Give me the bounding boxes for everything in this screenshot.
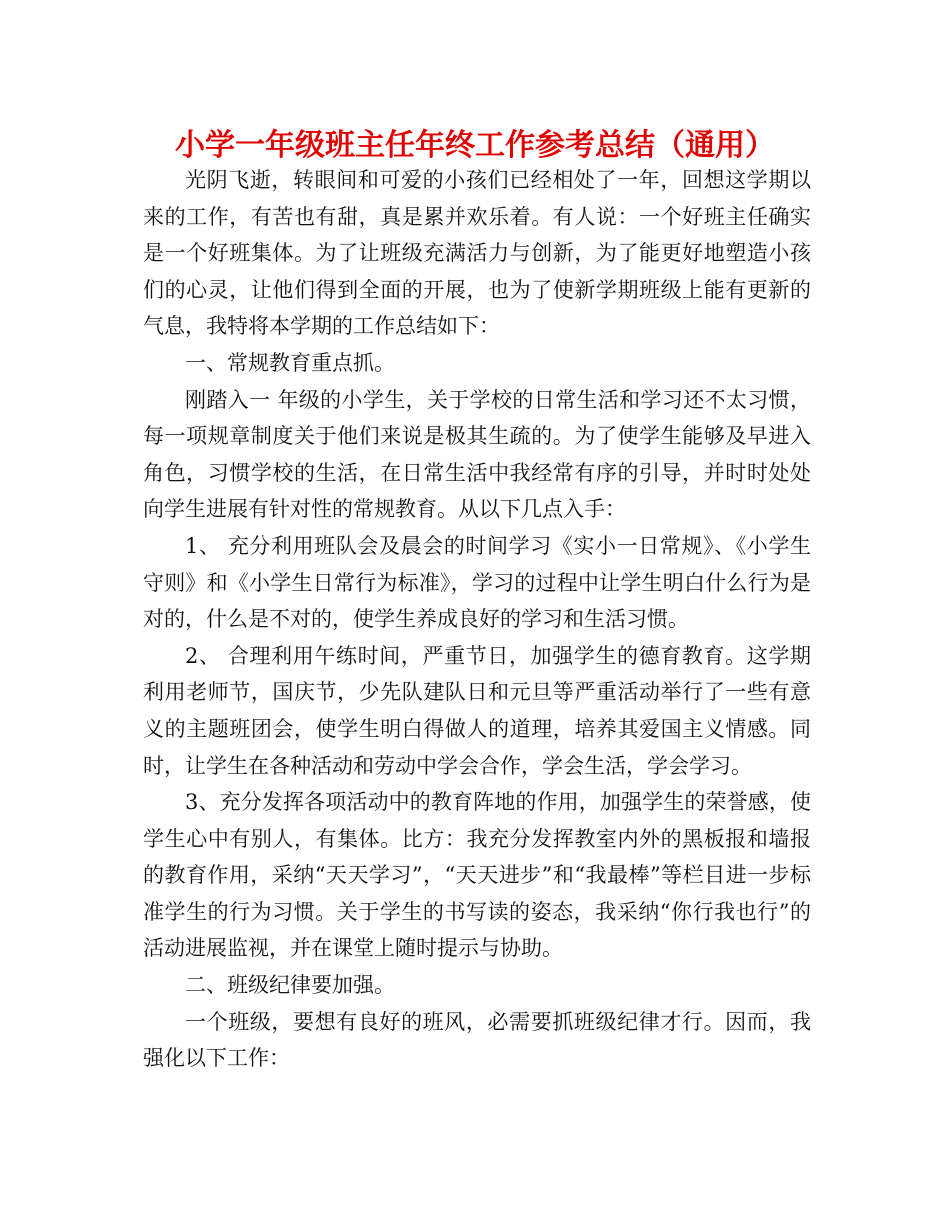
- list-item-2: 2、 合理利用午练时间，严重节日，加强学生的德育教育。这学期利用老师节，国庆节，少先队建队日和元旦等严重活动举行了一些有意义的主题班团会，使学生明白得做人的道理，培养其爱国主义情感。同时，让学生在各种活动和劳动中学会合作，学会生活，学会学习。: [143, 643, 811, 778]
- paragraph-discipline: 一个班级，要想有良好的班风，必需要抓班级纪律才行。因而，我强化以下工作：: [143, 1009, 811, 1071]
- list-item-3: 3、充分发挥各项活动中的教育阵地的作用，加强学生的荣誉感，使学生心中有别人，有集体。比方：我充分发挥教室内外的黑板报和墙报的教育作用，采纳“天天学习”，“天天进步”和“我最棒”等栏目进一步标准学生的行为习惯。关于学生的书写读的姿态，我采纳“你行我也行”的活动进展监视，并在课堂上随时提示与协助。: [143, 790, 811, 961]
- paragraph-routine-education: 刚踏入一 年级的小学生，关于学校的日常生活和学习还不太习惯，每一项规章制度关于他们来说是极其生疏的。为了使学生能够及早进入角色，习惯学校的生活，在日常生活中我经常有序的引导，并时时处处向学生进展有针对性的常规教育。从以下几点入手：: [143, 387, 811, 522]
- section-heading-2: 二、班级纪律要加强。: [185, 973, 395, 998]
- list-item-1: 1、 充分利用班队会及晨会的时间学习《实小一日常规》、《小学生守则》和《小学生日常行为标准》，学习的过程中让学生明白什么行为是对的，什么是不对的，使学生养成良好的学习和生活习惯。: [143, 533, 811, 632]
- document-body: [143, 162, 811, 1077]
- section-heading-1: 一、常规教育重点抓。: [185, 350, 395, 375]
- document-title: 小学一年级班主任年终工作参考总结（通用）: [175, 128, 775, 163]
- paragraph-intro: 光阴飞逝，转眼间和可爱的小孩们已经相处了一年，回想这学期以来的工作，有苦也有甜，真是累并欢乐着。有人说：一个好班主任确实是一个好班集体。为了让班级充满活力与创新，为了能更好地塑造小孩们的心灵，让他们得到全面的开展，也为了使新学期班级上能有更新的气息，我特将本学期的工作总结如下：: [143, 168, 811, 339]
